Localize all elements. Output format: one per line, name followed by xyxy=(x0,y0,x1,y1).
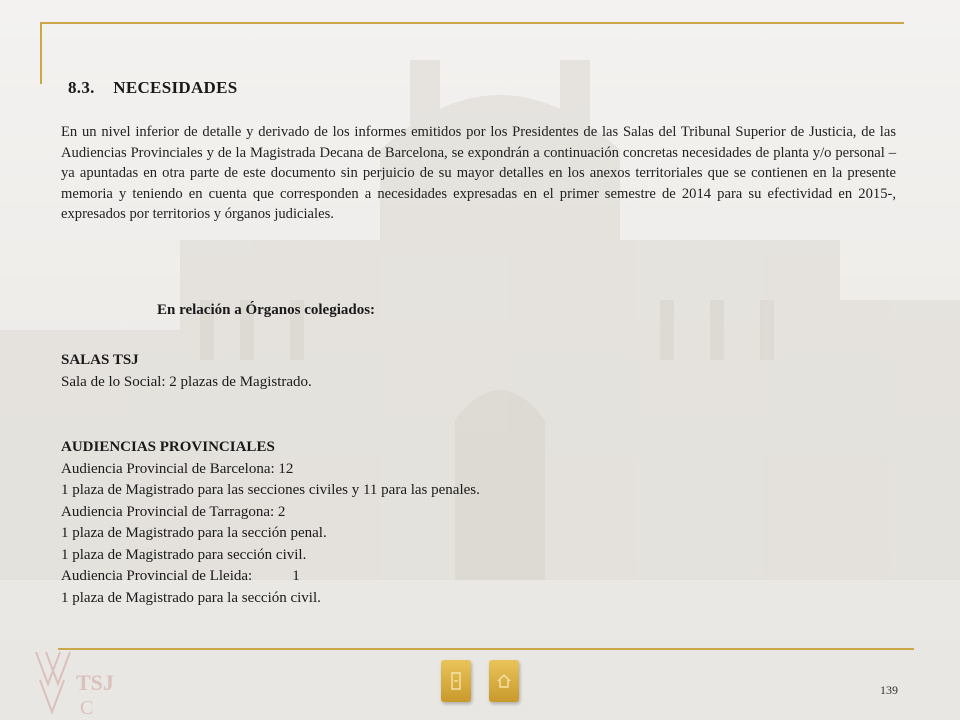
bullet-heading xyxy=(61,302,375,319)
salas-tsj-block xyxy=(61,350,312,393)
svg-text:TSJ: TSJ xyxy=(76,670,114,695)
section-title: NECESIDADES xyxy=(113,78,238,97)
svg-text:C: C xyxy=(80,697,94,719)
barcelona-label: Audiencia Provincial de Barcelona: 12 xyxy=(61,460,294,477)
salas-line: Sala de lo Social: 2 plazas de Magistrado. xyxy=(61,373,312,390)
home-icon xyxy=(496,672,512,690)
home-button[interactable] xyxy=(489,660,519,702)
frame-top-rule xyxy=(40,22,904,24)
audiencias-block xyxy=(61,437,480,609)
lleida-detail: 1 plaza de Magistrado para la sección civil. xyxy=(61,589,321,606)
tarragona-detail-2: 1 plaza de Magistrado para sección civil. xyxy=(61,546,307,563)
tsj-logo xyxy=(30,640,120,720)
section-number: 8.3. xyxy=(68,78,95,97)
audiencias-heading: AUDIENCIAS PROVINCIALES xyxy=(61,439,275,455)
intro-paragraph: En un nivel inferior de detalle y derivado de los informes emitidos por los Presidentes de las Salas del Tribunal Superior de Justicia, de las Audiencias Provinciales y de la Magistrada Decana de Barcelona, se expondrán a continuación concretas necesidades de planta y/o personal – ya apuntadas en otra parte de este documento sin perjuicio de su mayor detalles en los anexos territoriales que se contienen en la presente memoria y teniendo en cuenta que corresponden a necesidades expresadas en el primer semestre de 2014 para su efectividad en 2015-, expresados por territorios y órganos judiciales. xyxy=(61,124,896,222)
section-heading xyxy=(68,78,238,98)
tarragona-detail-1: 1 plaza de Magistrado para la sección penal. xyxy=(61,525,327,541)
tarragona-label: Audiencia Provincial de Tarragona: 2 xyxy=(61,503,286,520)
lleida-value: 1 xyxy=(292,568,300,584)
frame-bottom-rule xyxy=(58,648,914,650)
previous-page-button[interactable] xyxy=(441,660,471,702)
frame-left-rule xyxy=(40,22,42,84)
document-back-icon xyxy=(448,672,464,690)
barcelona-detail: 1 plaza de Magistrado para las secciones civiles y 11 para las penales. xyxy=(61,482,480,498)
lleida-line xyxy=(61,566,480,588)
lleida-label: Audiencia Provincial de Lleida: xyxy=(61,568,253,584)
page-number: 139 xyxy=(880,683,898,697)
bullet-text: En relación a Órganos colegiados: xyxy=(157,302,376,318)
salas-heading: SALAS TSJ xyxy=(61,352,139,368)
